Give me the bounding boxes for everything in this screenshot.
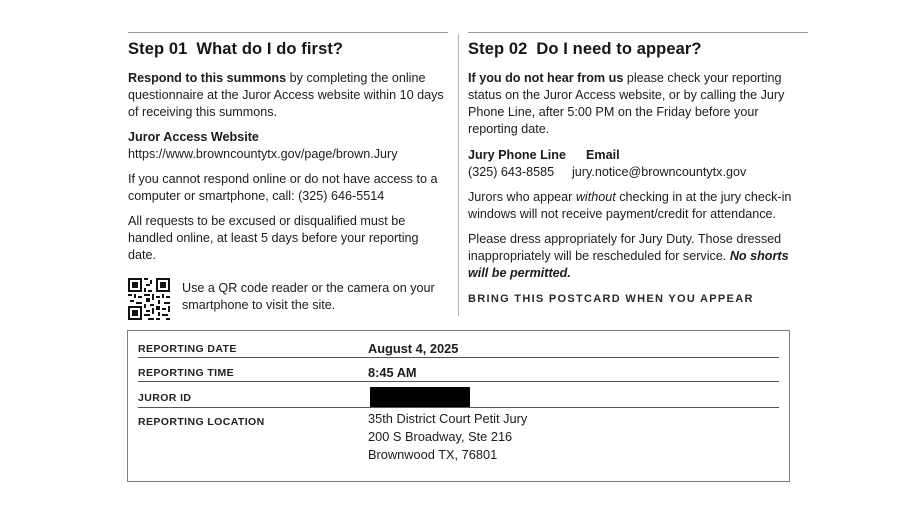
step1-heading xyxy=(128,40,448,59)
location-line-3: Brownwood TX, 76801 xyxy=(368,447,498,462)
step1-section xyxy=(128,32,448,320)
step2-section xyxy=(468,32,808,305)
qr-instructions: Use a QR code reader or the camera on your smartphone to visit the site. xyxy=(182,281,435,312)
reporting-details-box xyxy=(127,330,790,482)
column-divider xyxy=(458,34,459,316)
location-line-2: 200 S Broadway, Ste 216 xyxy=(368,429,513,444)
step2-para2-b: checking in at the jury check-in windows will not receive payment/credit for attendance. xyxy=(468,190,792,221)
step2-number: Step 02 xyxy=(468,40,528,58)
jury-email: jury.notice@browncountytx.gov xyxy=(572,165,747,179)
reporting-location-label: REPORTING LOCATION xyxy=(138,416,265,428)
reporting-date-label: REPORTING DATE xyxy=(138,343,237,355)
row-divider xyxy=(138,381,779,382)
step1-title: What do I do first? xyxy=(196,40,344,58)
reporting-date-value: August 4, 2025 xyxy=(368,341,459,356)
step1-phone-note: If you cannot respond online or do not have access to a computer or smartphone, call: (325) 646-5514 xyxy=(128,172,438,203)
website-url: https://www.browncountytx.gov/page/brown.Jury xyxy=(128,147,398,161)
row-divider xyxy=(138,357,779,358)
jury-phone-label: Jury Phone Line xyxy=(468,148,566,162)
reporting-location-value xyxy=(368,410,527,464)
step2-para2-em: without xyxy=(575,190,616,204)
step1-para1-rest: by completing the online questionnaire at the Juror Access website within 10 days of receiving this summons. xyxy=(128,71,444,119)
website-label: Juror Access Website xyxy=(128,130,259,144)
step2-heading xyxy=(468,40,808,59)
location-line-1: 35th District Court Petit Jury xyxy=(368,411,528,426)
row-divider xyxy=(138,407,779,408)
qr-row xyxy=(128,278,448,320)
contact-values xyxy=(468,164,808,181)
step2-title: Do I need to appear? xyxy=(536,40,702,58)
step1-number: Step 01 xyxy=(128,40,188,58)
step1-excuse-note: All requests to be excused or disqualified must be handled online, at least 5 days before your reporting date. xyxy=(128,214,419,262)
step2-para1-rest: please check your reporting status on the Juror Access website, or by calling the Jury Phone Line, after 5:00 PM on the Friday before your reporting date. xyxy=(468,71,785,136)
reporting-time-value: 8:45 AM xyxy=(368,365,417,380)
contact-labels xyxy=(468,146,808,164)
step2-dress-note xyxy=(468,231,808,282)
bring-postcard-note: BRING THIS POSTCARD WHEN YOU APPEAR xyxy=(468,293,754,305)
reporting-time-label: REPORTING TIME xyxy=(138,367,235,379)
jury-phone-number: (325) 643-8585 xyxy=(468,165,555,179)
step1-instructions xyxy=(128,70,448,121)
juror-id-label: JUROR ID xyxy=(138,392,192,404)
qr-code-icon xyxy=(128,278,170,320)
step2-para2-a: Jurors who appear xyxy=(468,190,576,204)
juror-id-redaction xyxy=(370,387,470,408)
step2-para3-a: Please dress appropriately for Jury Duty. Those dressed inappropriately will be rescheduled for service. xyxy=(468,232,782,263)
step2-instructions xyxy=(468,70,808,138)
step2-para3-b: No shorts will be permitted. xyxy=(468,249,789,280)
step2-para1-bold: If you do not hear from us xyxy=(468,71,624,85)
step1-para1-bold: Respond to this summons xyxy=(128,71,287,85)
email-label: Email xyxy=(586,148,620,162)
step2-checkin-note xyxy=(468,189,808,223)
